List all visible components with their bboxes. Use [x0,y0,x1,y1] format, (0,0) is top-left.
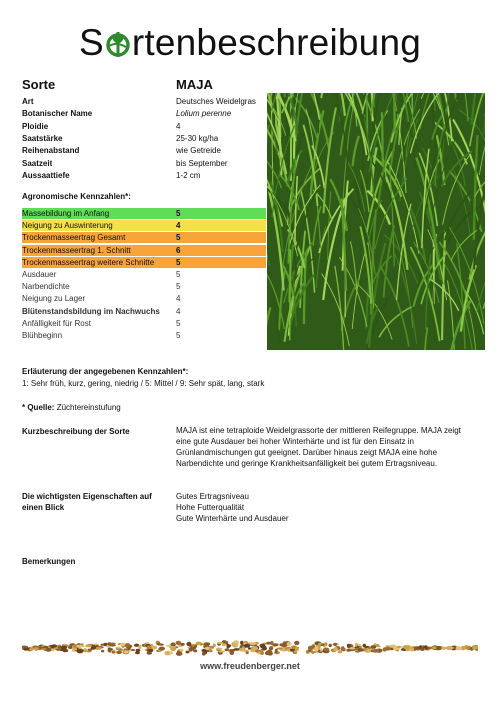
kennzahl-value: 5 [176,257,181,267]
kennzahl-row [22,318,266,329]
quelle [22,402,121,413]
kurzbeschreibung-line: Grünlandmischungen gut geeignet. Darüber hinaus zeigt MAJA eine hohe [176,448,438,457]
kennzahl-label: Ausdauer [22,270,57,279]
eigenschaften-list [176,491,289,524]
kennzahl-row [22,293,266,304]
kennzahl-row [22,281,266,292]
erlaeuterung-heading: Erläuterung der angegebenen Kennzahlen*: [22,367,189,376]
kurzbeschreibung-label: Kurzbeschreibung der Sorte [22,427,130,436]
kennzahl-value: 5 [176,318,181,328]
kennzahl-label: Trockenmasseertrag 1. Schnitt [22,245,131,255]
quelle-value: Züchtereinstufung [56,403,121,412]
footer-url[interactable]: www.freudenberger.net [200,661,300,671]
kennzahl-label: Neigung zu Auswinterung [22,221,113,231]
kennzahl-label: Neigung zu Lager [22,294,86,304]
property-label: Aussaattiefe [22,170,70,180]
kennzahl-value: 6 [176,245,181,255]
kurzbeschreibung-text [176,425,461,469]
kennzahl-value: 5 [176,270,181,279]
kennzahl-row [22,232,266,243]
kennzahl-row [22,220,266,231]
eigenschaften-label-line: einen Blick [22,503,65,512]
erlaeuterung-text: 1: Sehr früh, kurz, gering, niedrig / 5: Mittel / 9: Sehr spät, lang, stark [22,379,265,388]
bemerkungen-label: Bemerkungen [22,557,76,566]
kennzahl-value: 5 [176,209,181,218]
kennzahl-value: 4 [176,294,181,304]
kurzbeschreibung-line: MAJA ist eine tetraploide Weidelgrassorte der mittleren Reifegruppe. MAJA zeigt [176,426,461,435]
property-label: Art [22,97,34,106]
kurzbeschreibung-line: eine gute Ausdauer bei hoher Winterhärte und ist für den Einsatz in [176,437,414,446]
kennzahl-row [22,208,266,219]
property-value: Lolium perenne [176,109,232,119]
eigenschaften-item: Gutes Ertragsniveau [176,492,249,501]
kennzahlen-heading: Agronomische Kennzahlen*: [22,192,131,201]
kennzahl-row [22,330,266,341]
kennzahl-label: Blütenstandsbildung im Nachwuchs [22,306,160,316]
page-title [0,22,500,64]
kennzahl-label: Blühbeginn [22,331,63,340]
kennzahl-label: Trockenmasseertrag Gesamt [22,233,126,243]
property-value: wie Getreide [176,146,221,156]
kennzahl-label: Trockenmasseertrag weitere Schnitte [22,257,155,267]
kurzbeschreibung-line: Narbendichte und geringe Krankheitsanfälligkeit bei gutem Ertragsniveau. [176,459,438,468]
kennzahl-row [22,306,266,317]
logo-leaf-icon [105,24,131,50]
kennzahl-value: 4 [176,306,181,316]
property-label: Saatzeit [22,158,53,168]
property-value: bis September [176,158,228,168]
eigenschaften-label [22,491,152,513]
kennzahl-row [22,245,266,256]
property-label: Ploidie [22,121,49,131]
property-value: Deutsches Weidelgras [176,97,256,106]
eigenschaften-item: Gute Winterhärte und Ausdauer [176,514,289,523]
title-suffix: rtenbeschreibung [131,22,421,63]
kennzahl-row [22,257,266,268]
property-label: Botanischer Name [22,109,93,119]
eigenschaften-item: Hohe Futterqualität [176,503,245,512]
kennzahl-label: Massebildung im Anfang [22,209,110,218]
property-value: 4 [176,121,181,131]
property-label: Reihenabstand [22,146,80,156]
kennzahl-value: 5 [176,282,181,292]
kennzahl-value: 4 [176,221,181,231]
sorte-value: MAJA [176,77,213,92]
kennzahl-value: 5 [176,233,181,243]
property-value: 25-30 kg/ha [176,133,219,143]
property-value: 1-2 cm [176,170,201,180]
grass-photo [267,93,485,350]
kennzahl-row [22,269,266,280]
property-label: Saatstärke [22,133,63,143]
kennzahl-value: 5 [176,331,181,340]
sorte-label: Sorte [22,77,56,92]
eigenschaften-label-line: Die wichtigsten Eigenschaften auf [22,492,152,501]
seed-strip-image [22,639,478,657]
quelle-label: * Quelle: [22,403,55,412]
title-prefix: S [78,22,104,63]
kennzahl-label: Narbendichte [22,282,70,292]
kennzahl-label: Anfälligkeit für Rost [22,318,91,328]
